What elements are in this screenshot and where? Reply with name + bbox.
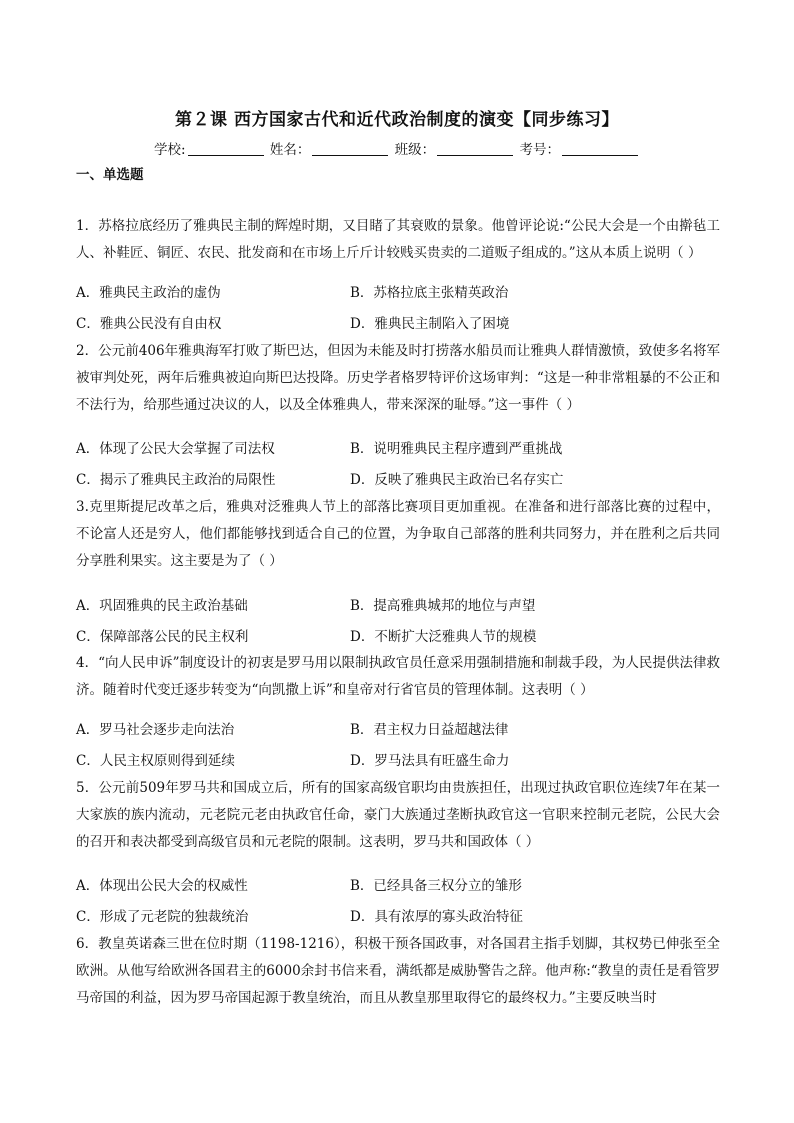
option-c[interactable]: C．形成了元老院的独裁统治 xyxy=(76,909,249,925)
option-c[interactable]: C．保障部落公民的民主权利 xyxy=(76,629,249,645)
option-d[interactable]: D．反映了雅典民主政治已名存实亡 xyxy=(350,472,564,488)
school-label: 学校: xyxy=(154,142,186,158)
question-3: 3.克里斯提尼改革之后，雅典对泛雅典人节上的部落比赛项目更加重视。在准备和进行部落比赛的过程中，不论富人还是穷人，他们都能够找到适合自己的位置，为争取自己部落的胜利共同努力，并在胜利之后共同分享胜利果实。这主要是为了（ ） xyxy=(76,499,720,569)
option-d[interactable]: D．不断扩大泛雅典人节的规模 xyxy=(350,629,537,645)
class-label: 班级： xyxy=(394,142,436,158)
option-c[interactable]: C．人民主权原则得到延续 xyxy=(76,753,235,769)
class-blank[interactable] xyxy=(437,143,513,156)
option-b[interactable]: B．苏格拉底主张精英政治 xyxy=(350,285,509,301)
section-heading: 一、单选题 xyxy=(76,167,144,183)
option-b[interactable]: B．已经具备三权分立的雏形 xyxy=(350,878,522,894)
option-d[interactable]: D．罗马法具有旺盛生命力 xyxy=(350,753,510,769)
option-a[interactable]: A．体现了公民大会掌握了司法权 xyxy=(76,441,275,457)
name-blank[interactable] xyxy=(312,143,388,156)
option-c[interactable]: C．雅典公民没有自由权 xyxy=(76,316,222,332)
question-4: 4．“向人民申诉”制度设计的初衷是罗马用以限制执政官员任意采用强制措施和制裁手段，为人民提供法律救济。随着时代变迁逐步转变为“向凯撒上诉”和皇帝对行省官员的管理体制。这表明（ ） xyxy=(76,655,720,698)
option-b[interactable]: B．说明雅典民主程序遭到严重挑战 xyxy=(350,441,563,457)
option-a[interactable]: A．雅典民主政治的虚伪 xyxy=(76,285,221,301)
option-b[interactable]: B．君主权力日益超越法律 xyxy=(350,722,509,738)
option-d[interactable]: D．具有浓厚的寡头政治特征 xyxy=(350,909,523,925)
question-5: 5．公元前509年罗马共和国成立后，所有的国家高级官职均由贵族担任，出现过执政官职位连续7年在某一大家族的族内流动，元老院元老由执政官任命，豪门大族通过垄断执政官这一官职来控制元老院，公民大会的召开和表决都受到高级官员和元老院的限制。这表明，罗马共和国政体（ ） xyxy=(76,780,720,850)
question-2: 2．公元前406年雅典海军打败了斯巴达，但因为未能及时打捞落水船员而让雅典人群情激愤，致使多名将军被审判处死，两年后雅典被迫向斯巴达投降。历史学者格罗特评价这场审判：“这是一种非常粗暴的不公正和不法行为，给那些通过决议的人，以及全体雅典人，带来深深的耻辱。”这一事件（ ） xyxy=(76,343,720,413)
exam-number-blank[interactable] xyxy=(562,143,638,156)
option-d[interactable]: D．雅典民主制陷入了困境 xyxy=(350,316,510,332)
page-title: 第２课 西方国家古代和近代政治制度的演变【同步练习】 xyxy=(175,110,619,130)
school-blank[interactable] xyxy=(188,143,264,156)
question-6: 6．教皇英诺森三世在位时期（1198-1216），积极干预各国政事，对各国君主指手划脚，其权势已伸张至全欧洲。从他写给欧洲各国君主的6000余封书信来看，满纸都是威胁警告之辞。他声称:“教皇的责任是看管罗马帝国的利益，因为罗马帝国起源于教皇统治，而且从教皇那里取得它的最终权力。”主要反映当时 xyxy=(76,936,720,1006)
name-label: 姓名： xyxy=(269,142,311,158)
option-a[interactable]: A．巩固雅典的民主政治基础 xyxy=(76,598,248,614)
option-c[interactable]: C．揭示了雅典民主政治的局限性 xyxy=(76,472,276,488)
option-b[interactable]: B．提高雅典城邦的地位与声望 xyxy=(350,598,536,614)
option-a[interactable]: A．罗马社会逐步走向法治 xyxy=(76,722,235,738)
student-info-line xyxy=(0,138,794,158)
question-1: 1．苏格拉底经历了雅典民主制的辉煌时期，又目睹了其衰败的景象。他曾评论说:“公民大会是一个由擀毡工人、补鞋匠、铜匠、农民、批发商和在市场上斤斤计较贱买贵卖的二道贩子组成的。”这从本质上说明（ ） xyxy=(76,218,720,261)
option-a[interactable]: A．体现出公民大会的权威性 xyxy=(76,878,248,894)
exam-number-label: 考号： xyxy=(519,142,560,158)
